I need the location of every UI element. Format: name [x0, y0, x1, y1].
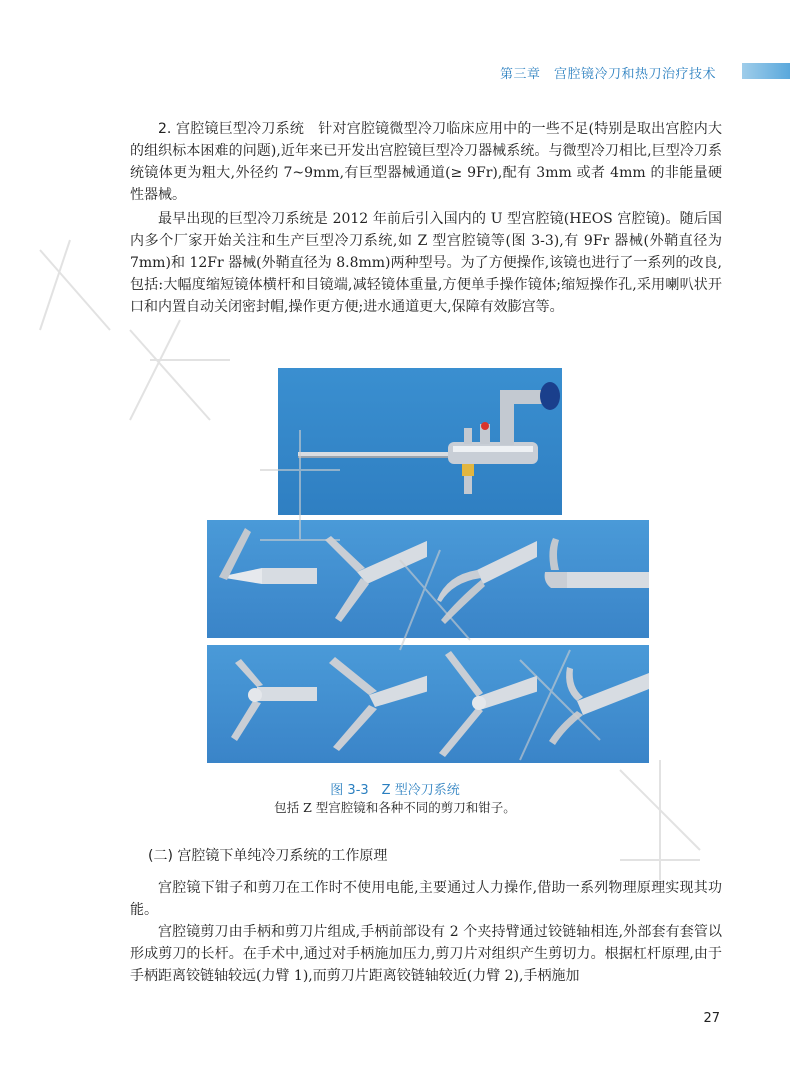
- hysteroscope-photo: [278, 368, 562, 515]
- paragraph-text: 针对宫腔镜微型冷刀临床应用中的一些不足(特别是取出宫腔内大的组织标本困难的问题),近年来已开发出宫腔镜巨型冷刀器械系统。与微型冷刀相比,巨型冷刀系统镜体更为粗大,外径约 7~9mm,有巨型器械通道(≥ 9Fr),配有 3mm 或者 4mm 的非能量硬性器械。: [130, 121, 723, 203]
- section-heading: (二) 宫腔镜下单纯冷刀系统的工作原理: [148, 848, 388, 864]
- paragraph-giant-cold-knife: [130, 118, 722, 206]
- page-number: 27: [703, 1011, 720, 1026]
- instrument-photo-6: [317, 645, 429, 763]
- header-accent-bar: [742, 63, 790, 79]
- instrument-photo-8: [537, 645, 649, 763]
- figure-caption-subtitle: 包括 Z 型宫腔镜和各种不同的剪刀和钳子。: [274, 800, 516, 815]
- paragraph-history: 最早出现的巨型冷刀系统是 2012 年前后引入国内的 U 型宫腔镜(HEOS 宫腔镜)。随后国内多个厂家开始关注和生产巨型冷刀系统,如 Z 型宫腔镜等(图 3-3),有 9Fr 器械(外鞘直径为 7mm)和 12Fr 器械(外鞘直径为 8.8mm)两种型号。为了方便操作,该镜也进行了一系列的改良,包括:大幅度缩短镜体横杆和目镜端,减轻镜体重量,方便单手操作镜体;缩短操作孔,采用喇叭状开口和内置自动关闭密封帽,操作更方便;进水通道更大,保障有效膨宫等。: [130, 211, 722, 315]
- paragraph-scissors: 宫腔镜剪刀由手柄和剪刀片组成,手柄前部设有 2 个夹持臂通过铰链轴相连,外部套有套管以形成剪刀的长杆。在手术中,通过对手柄施加压力,剪刀片对组织产生剪切力。根据杠杆原理,由于手柄距离铰链轴较远(力臂 1),而剪刀片距离铰链轴较近(力臂 2),手柄施加: [130, 924, 722, 984]
- instrument-photo-1: [207, 520, 319, 638]
- instrument-photo-7: [427, 645, 539, 763]
- figure-caption-title: 图 3-3 Z 型冷刀系统: [330, 783, 460, 798]
- instrument-photo-3: [427, 520, 539, 638]
- chapter-header: 第三章 宫腔镜冷刀和热刀治疗技术: [500, 67, 717, 82]
- paragraph-lead: 2. 宫腔镜巨型冷刀系统: [158, 121, 305, 137]
- instrument-photo-5: [207, 645, 319, 763]
- instrument-photo-2: [317, 520, 429, 638]
- instrument-photo-4: [537, 520, 649, 638]
- paragraph-principle-intro: 宫腔镜下钳子和剪刀在工作时不使用电能,主要通过人力操作,借助一系列物理原理实现其功能。: [130, 880, 722, 918]
